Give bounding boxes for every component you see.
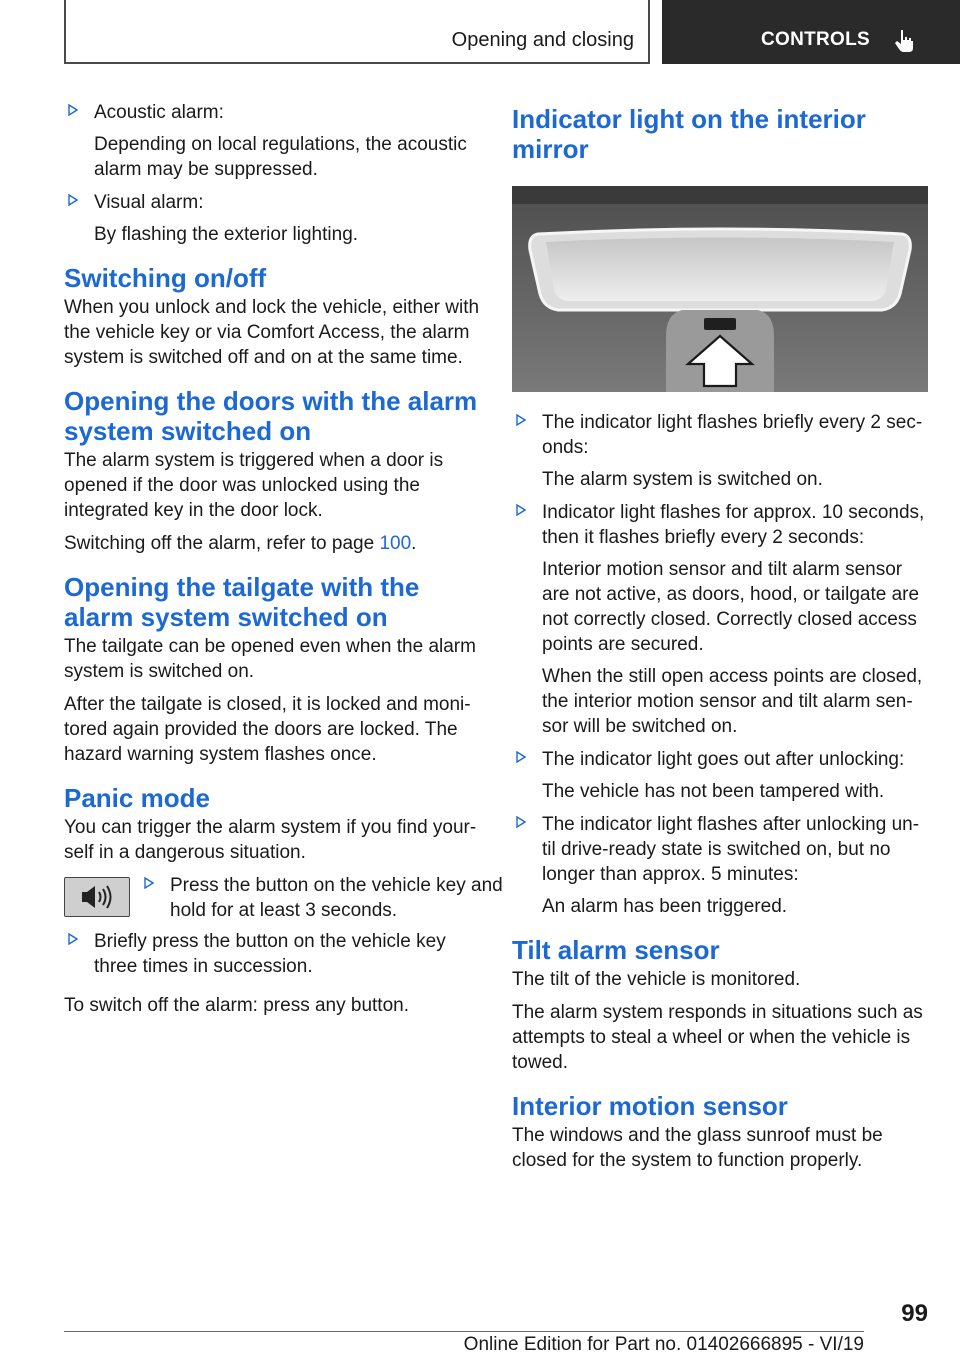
list-item-title: Visual alarm: (94, 192, 204, 213)
triangle-bullet-icon (516, 751, 526, 763)
panic-instruction (64, 873, 503, 921)
horn-icon (65, 878, 129, 916)
paragraph: After the tailgate is closed, it is locked and moni‐tored again provided the doors are locked. The hazard warning system flashes once. (64, 694, 471, 765)
list-item (512, 747, 928, 804)
right-column (512, 100, 928, 1181)
header-separator (648, 0, 650, 64)
paragraph: To switch off the alarm: press any button. (64, 995, 409, 1016)
paragraph: The tilt of the vehicle is monitored. (512, 969, 801, 990)
paragraph: When you unlock and lock the vehicle, either with the vehicle key or via Comfort Access, the alarm system is switched off and on at the same time. (64, 297, 480, 368)
heading-tailgate: Opening the tailgate with the alarm system switched on (64, 572, 420, 632)
list-item-text: Press the button on the vehicle key and hold for at least 3 seconds. (170, 875, 503, 921)
text: Switching off the alarm, refer to page (64, 533, 380, 554)
list-item (64, 929, 480, 979)
triangle-bullet-icon (516, 504, 526, 516)
footer-edition: Online Edition for Part no. 01402666895 - VI/19 (463, 1334, 864, 1355)
list-item-title: Acoustic alarm: (94, 102, 224, 123)
list-item (512, 410, 928, 492)
heading-motion: Interior motion sensor (512, 1091, 788, 1121)
list-item (140, 873, 510, 923)
list-item-text: The alarm system is switched on. (542, 469, 823, 490)
list-item-title: Indicator light flashes for approx. 10 seconds, then it flashes briefly every 2 seconds: (542, 502, 925, 548)
triangle-bullet-icon (516, 414, 526, 426)
paragraph: The alarm system is triggered when a door is opened if the door was unlocked using the integrated key in the door lock. (64, 450, 444, 521)
page-number: 99 (901, 1300, 928, 1327)
heading-panic: Panic mode (64, 783, 210, 813)
list-item-text: When the still open access points are closed, the interior motion sensor and tilt alarm sen‐sor will be switched on. (542, 666, 923, 737)
header-chapter-title: CONTROLS (761, 29, 871, 50)
list-item-title: The indicator light flashes briefly every 2 sec‐onds: (542, 412, 923, 458)
heading-tilt: Tilt alarm sensor (512, 935, 720, 965)
list-item-title: The indicator light goes out after unlocking: (542, 749, 905, 770)
triangle-bullet-icon (68, 104, 78, 116)
left-column (64, 100, 503, 1026)
text: . (411, 533, 417, 554)
hand-pointer-icon (892, 28, 918, 54)
interior-mirror-figure (512, 186, 928, 392)
list-item (512, 500, 928, 739)
header-section-title: Opening and closing (451, 29, 634, 51)
triangle-bullet-icon (144, 877, 154, 889)
header-left-rule (64, 0, 66, 64)
triangle-bullet-icon (68, 933, 78, 945)
list-item-text: Interior motion sensor and tilt alarm sensor are not active, as doors, hood, or tailgate are not correctly closed. Correctly closed access points are secured. (542, 559, 920, 655)
header-bottom-rule (64, 62, 648, 64)
page-link[interactable]: 100 (379, 533, 412, 554)
list-item-text: By flashing the exterior lighting. (94, 224, 359, 245)
alarm-horn-button-icon (64, 877, 130, 917)
list-item (64, 100, 480, 182)
list-item-title: The indicator light flashes after unlocking un‐til drive-ready state is switched on, but no longer than approx. 5 minutes: (542, 814, 920, 885)
list-item (64, 190, 480, 247)
paragraph: The alarm system responds in situations such as attempts to steal a wheel or when the vehicle is towed. (512, 1002, 923, 1073)
paragraph: You can trigger the alarm system if you find your‐self in a dangerous situation. (64, 817, 477, 863)
triangle-bullet-icon (68, 194, 78, 206)
header-chapter-tab (662, 0, 960, 64)
paragraph: The windows and the glass sunroof must be closed for the system to function properly. (512, 1125, 883, 1171)
list-item-text: Briefly press the button on the vehicle key three times in succession. (94, 931, 446, 977)
heading-doors: Opening the doors with the alarm system switched on (64, 386, 478, 446)
triangle-bullet-icon (516, 816, 526, 828)
list-item-text: Depending on local regulations, the acoustic alarm may be suppressed. (94, 134, 467, 180)
heading-switching: Switching on/off (64, 263, 267, 293)
list-item-text: The vehicle has not been tampered with. (542, 781, 885, 802)
list-item-text: An alarm has been triggered. (542, 896, 788, 917)
paragraph-page-ref (64, 531, 480, 556)
footer-rule (64, 1331, 864, 1332)
list-item (512, 812, 928, 919)
heading-indicator: Indicator light on the interior mirror (512, 104, 866, 164)
paragraph: The tailgate can be opened even when the alarm system is switched on. (64, 636, 476, 682)
